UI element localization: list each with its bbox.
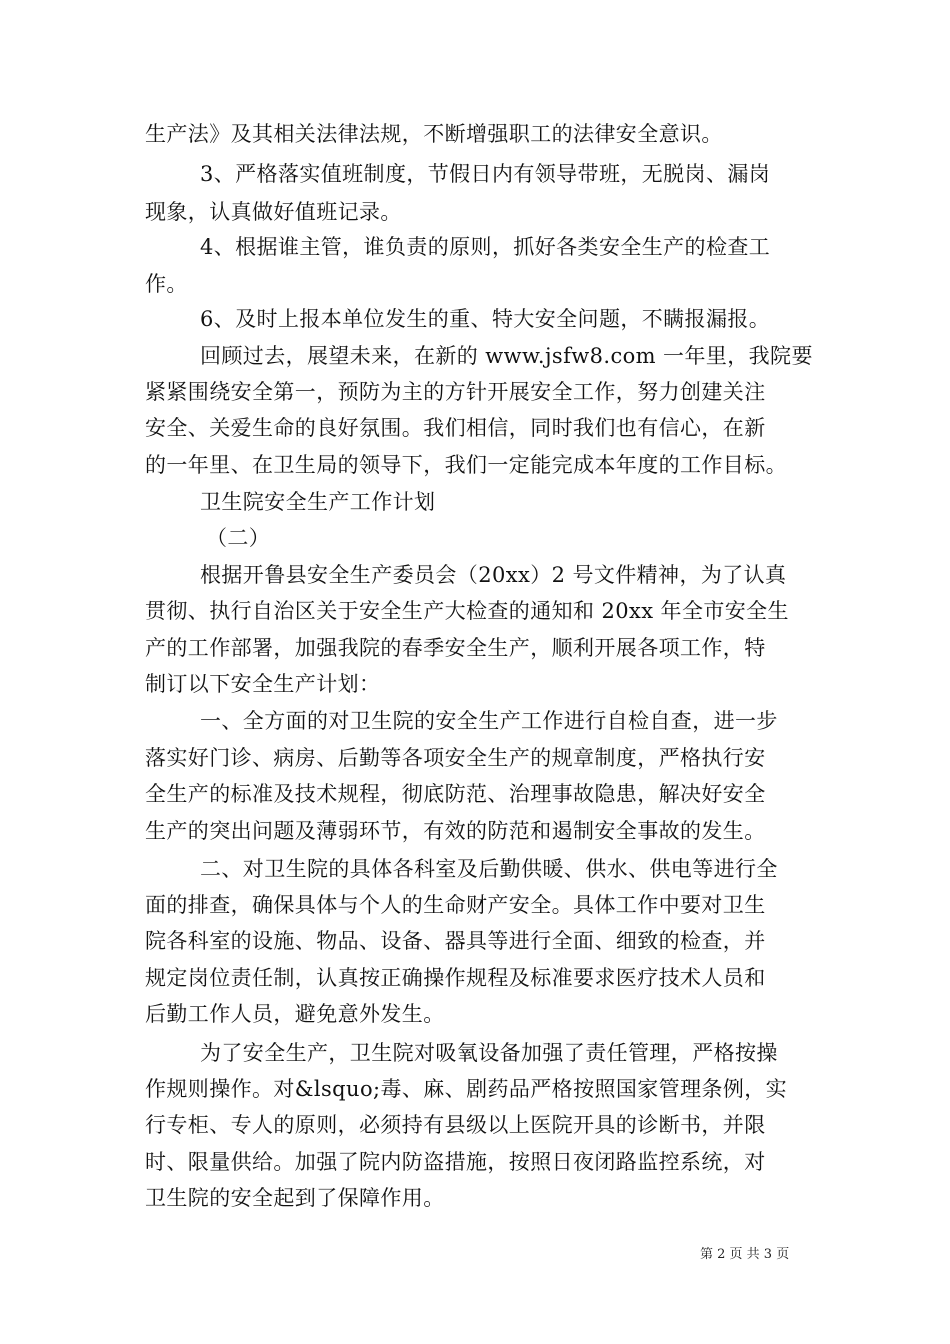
text-line: 产的工作部署，加强我院的春季安全生产，顺利开展各项工作，特 bbox=[145, 636, 766, 660]
text-line: 根据开鲁县安全生产委员会（20xx）2 号文件精神，为了认真 bbox=[200, 563, 787, 587]
text-line: 规定岗位责任制，认真按正确操作规程及标准要求医疗技术人员和 bbox=[145, 966, 766, 990]
text-line: 制订以下安全生产计划： bbox=[145, 672, 381, 696]
text-line: 行专柜、专人的原则，必须持有县级以上医院开具的诊断书，并限 bbox=[145, 1113, 766, 1137]
section-number: （二） bbox=[206, 526, 271, 550]
text-line: 面的排查，确保具体与个人的生命财产安全。具体工作中要对卫生 bbox=[145, 893, 766, 917]
text-line: 贯彻、执行自治区关于安全生产大检查的通知和 20xx 年全市安全生 bbox=[145, 599, 789, 623]
text-line: 4、根据谁主管，谁负责的原则，抓好各类安全生产的检查工 bbox=[200, 235, 771, 259]
text-line: 3、严格落实值班制度，节假日内有领导带班，无脱岗、漏岗 bbox=[200, 162, 771, 186]
text-line: 现象，认真做好值班记录。 bbox=[145, 200, 402, 224]
text-line: 时、限量供给。加强了院内防盗措施，按照日夜闭路监控系统，对 bbox=[145, 1150, 766, 1174]
text-line: 生产法》及其相关法律法规，不断增强职工的法律安全意识。 bbox=[145, 122, 723, 146]
text-line: 生产的突出问题及薄弱环节，有效的防范和遏制安全事故的发生。 bbox=[145, 819, 766, 843]
text-line: 一、全方面的对卫生院的安全生产工作进行自检自查，进一步 bbox=[200, 709, 778, 733]
text-line: 为了安全生产，卫生院对吸氧设备加强了责任管理，严格按操 bbox=[200, 1041, 778, 1065]
text-line: 安全、关爱生命的良好氛围。我们相信，同时我们也有信心，在新 bbox=[145, 416, 766, 440]
page-number-footer: 第 2 页 共 3 页 bbox=[700, 1247, 790, 1262]
text-line: 全生产的标准及技术规程，彻底防范、治理事故隐患，解决好安全 bbox=[145, 782, 766, 806]
text-line: 院各科室的设施、物品、设备、器具等进行全面、细致的检查，并 bbox=[145, 929, 766, 953]
text-line: 6、及时上报本单位发生的重、特大安全问题，不瞒报漏报。 bbox=[200, 307, 771, 331]
text-line: 后勤工作人员，避免意外发生。 bbox=[145, 1002, 445, 1026]
text-line: 卫生院的安全起到了保障作用。 bbox=[145, 1186, 445, 1210]
text-line: 回顾过去，展望未来，在新的 www.jsfw8.com 一年里，我院要 bbox=[200, 344, 813, 368]
section-title: 卫生院安全生产工作计划 bbox=[200, 490, 436, 514]
text-line: 的一年里、在卫生局的领导下，我们一定能完成本年度的工作目标。 bbox=[145, 453, 787, 477]
text-line: 紧紧围绕安全第一，预防为主的方针开展安全工作，努力创建关注 bbox=[145, 380, 766, 404]
text-line: 作。 bbox=[145, 272, 188, 296]
text-line: 作规则操作。对&lsquo;毒、麻、剧药品严格按照国家管理条例，实 bbox=[145, 1077, 788, 1101]
text-line: 二、对卫生院的具体各科室及后勤供暖、供水、供电等进行全 bbox=[200, 857, 778, 881]
text-line: 落实好门诊、病房、后勤等各项安全生产的规章制度，严格执行安 bbox=[145, 746, 766, 770]
